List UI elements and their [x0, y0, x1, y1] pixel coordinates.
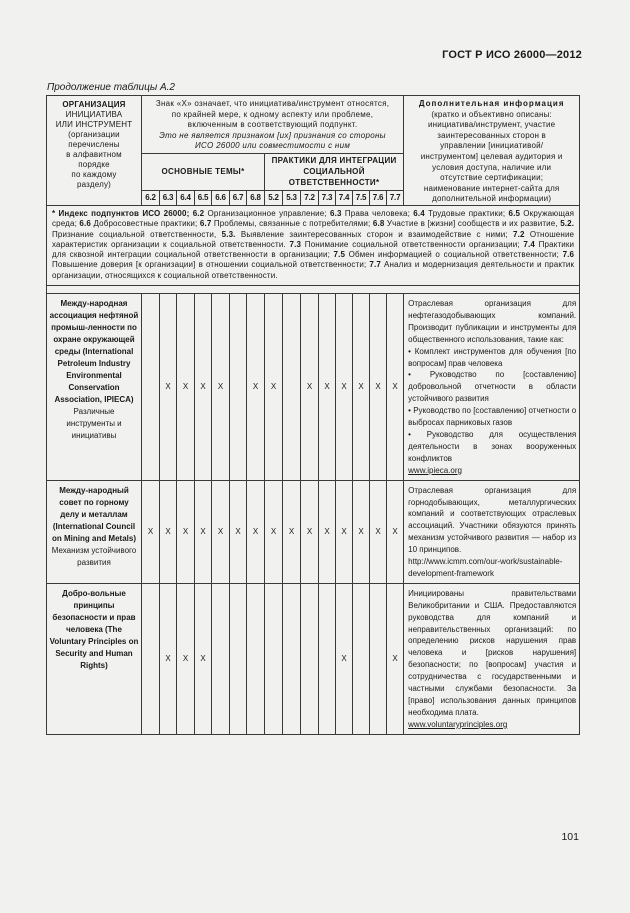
org-note-line: (организации: [68, 130, 120, 139]
sign-note-line: Знак «X» означает, что инициатива/инструмент относятся,: [155, 99, 390, 108]
mark-cell: [142, 294, 160, 481]
subclause-code: 6.2: [142, 190, 160, 205]
mark-cell: X: [283, 480, 301, 583]
org-note-line: перечислены: [68, 140, 120, 149]
organization-cell: [47, 480, 142, 583]
org-note-line: порядке: [78, 160, 110, 169]
info-intro: Инициированы правительствами Великобритании и США. Предоставляются руководства для компаний и неправительственных организаций: по определению рисков нарушения прав человека и [рисков нарушения] безопасности; по [вопросам] участия и сотрудничества с государственными и частными службами безопасности. За [право] использования данных принципов необходима плата.: [408, 588, 577, 717]
mark-cell: X: [370, 294, 387, 481]
organization-name: Между-народная ассоциация нефтяной промыш-ленности по охране окружающей среды (International Petroleum Industry Environmental Conservation Association, IPIECA): [49, 299, 139, 405]
mark-cell: X: [177, 480, 195, 583]
info-intro: Отраслевая организация для горнодобывающих, металлургических компаний и соответствующих отраслевых ассоциаций. Участники обязуются принять механизм устойчивого развития — набор из 10 принципов.: [408, 485, 577, 555]
mark-cell: X: [265, 480, 283, 583]
subclause-code: 7.6: [370, 190, 387, 205]
mark-cell: [265, 583, 283, 734]
mark-cell: [212, 583, 230, 734]
mark-cell: [283, 294, 301, 481]
mark-cell: [283, 583, 301, 734]
additional-info-line: наименование интернет-сайта для: [423, 183, 560, 193]
mark-cell: X: [353, 294, 370, 481]
additional-info-line: (кратко и объективно описаны:: [431, 109, 552, 119]
mark-cell: X: [370, 480, 387, 583]
subclause-code: 7.7: [387, 190, 404, 205]
org-column-header: [47, 96, 142, 206]
mark-cell: [301, 583, 319, 734]
mark-cell: X: [319, 294, 336, 481]
info-cell: [404, 583, 580, 734]
practices-header: ПРАКТИКИ ДЛЯ ИНТЕГРАЦИИ СОЦИАЛЬНОЙ ОТВЕТСТВЕННОСТИ*: [265, 153, 404, 190]
info-bullet: • Комплект инструментов для обучения [по вопросам] прав человека: [408, 346, 577, 368]
subclause-code: 6.7: [230, 190, 247, 205]
subclause-code: 7.2: [301, 190, 319, 205]
org-title-line: ИЛИ ИНСТРУМЕНТ: [55, 120, 133, 129]
mark-cell: X: [212, 480, 230, 583]
page-number: 101: [561, 831, 579, 843]
additional-info-line: условия доступа, наличие или: [432, 162, 552, 172]
org-title-line: ОРГАНИЗАЦИЯ: [62, 100, 126, 109]
info-cell: [404, 294, 580, 481]
additional-info-line: инструментом] целевая аудитория и: [420, 151, 563, 161]
standard-header: ГОСТ Р ИСО 26000—2012: [442, 49, 582, 61]
mark-cell: X: [336, 583, 353, 734]
mark-cell: X: [160, 294, 177, 481]
organization-cell: [47, 294, 142, 481]
additional-info-header: [404, 96, 580, 206]
table-row: [47, 294, 580, 481]
org-note-line: по каждому: [71, 170, 117, 179]
info-link[interactable]: www.voluntaryprinciples.org: [408, 719, 508, 729]
mark-cell: X: [177, 294, 195, 481]
spacer-row: [47, 286, 580, 294]
subclause-code: 7.4: [336, 190, 353, 205]
info-link[interactable]: www.ipieca.org: [408, 465, 462, 475]
sign-note-line: включенным в соответствующий подпункт.: [187, 120, 358, 129]
info-cell: [404, 480, 580, 583]
org-note-line: в алфавитном: [66, 150, 122, 159]
mark-cell: X: [230, 480, 247, 583]
mark-cell: X: [247, 480, 265, 583]
mark-cell: [370, 583, 387, 734]
mark-cell: X: [177, 583, 195, 734]
mark-cell: X: [353, 480, 370, 583]
x-sign-note: [142, 96, 404, 154]
mark-cell: X: [387, 583, 404, 734]
standards-table: [46, 95, 580, 735]
subclause-code: 7.5: [353, 190, 370, 205]
main-themes-header: ОСНОВНЫЕ ТЕМЫ*: [142, 153, 265, 190]
mark-cell: X: [160, 480, 177, 583]
organization-note: Механизм устойчивого развития: [51, 545, 137, 567]
mark-cell: X: [301, 294, 319, 481]
info-bullet: • Руководство по [составлению] добровольной отчетности в области устойчивого развития: [408, 370, 577, 404]
org-title-line: ИНИЦИАТИВА: [65, 110, 123, 119]
mark-cell: X: [387, 480, 404, 583]
mark-cell: [142, 583, 160, 734]
organization-cell: [47, 583, 142, 734]
sign-note-line: по крайней мере, к одному аспекту или проблеме,: [171, 109, 374, 119]
subclause-code: 6.6: [212, 190, 230, 205]
subclause-code: 5.2: [265, 190, 283, 205]
info-bullet: • Руководство по [составлению] отчетности о выбросах парниковых газов: [408, 406, 577, 428]
organization-note: Различные инструменты и инициативы: [66, 407, 122, 441]
mark-cell: X: [195, 480, 212, 583]
mark-cell: X: [142, 480, 160, 583]
subclause-code: 6.3: [160, 190, 177, 205]
table-row: [47, 583, 580, 734]
additional-info-line: дополнительной информации): [432, 194, 552, 204]
subclause-code: 6.8: [247, 190, 265, 205]
mark-cell: X: [160, 583, 177, 734]
org-note-line: разделу): [76, 180, 112, 189]
subclause-code: 6.5: [195, 190, 212, 205]
mark-cell: [247, 583, 265, 734]
subclause-code: 5.3: [283, 190, 301, 205]
additional-info-title: Дополнительная информация: [418, 99, 565, 108]
table-continuation-label: Продолжение таблицы А.2: [47, 82, 175, 93]
sign-note-italic-line: ИСО 26000 или совместимости с ним: [195, 141, 351, 150]
mark-cell: [230, 583, 247, 734]
legend-note: * Индекс подпунктов ИСО 26000; 6.2 Организационное управление; 6.3 Права человека; 6.4 Трудовые практики; 6.5 Окружающая среда; 6.6 Добросовестные практики; 6.7 Проблемы, связанные с потребителями; 6.8 Участие в [жизни] сообществ и их развитие, 5.2. Признание социальной ответственности, 5.3. Выявление заинтересованных сторон и взаимодействие с ними; 7.2 Отношение характеристик организации к социальной ответственности. 7.3 Понимание социальной ответственности организации; 7.4 Практики для сквозной интеграции социальной ответственности в организации; 7.5 Обмен информацией о социальной ответственности; 7.6 Повышение доверия [к организации] в отношении социальной ответственности; 7.7 Анализ и модернизация деятельности и практик организации, относящихся к социальной ответственности.: [47, 205, 580, 285]
mark-cell: X: [265, 294, 283, 481]
mark-cell: X: [212, 294, 230, 481]
mark-cell: X: [319, 480, 336, 583]
organization-name: Добро-вольные принципы безопасности и прав человека (The Voluntary Principles on Security and Human Rights): [49, 588, 139, 670]
info-link[interactable]: http://www.icmm.com/our-work/sustainable-development-framework: [408, 557, 563, 578]
subclause-code: 6.4: [177, 190, 195, 205]
subclause-code: 7.3: [319, 190, 336, 205]
info-bullet: • Руководство для осуществления деятельности в зонах вооруженных конфликтов: [408, 429, 577, 463]
mark-cell: X: [247, 294, 265, 481]
mark-cell: X: [301, 480, 319, 583]
additional-info-line: отсутствие сертификации;: [440, 173, 544, 183]
mark-cell: [230, 294, 247, 481]
mark-cell: X: [195, 294, 212, 481]
mark-cell: [353, 583, 370, 734]
additional-info-line: управлении [инициативой/: [440, 141, 544, 151]
mark-cell: [319, 583, 336, 734]
additional-info-line: инициатива/инструмент, участие: [428, 120, 556, 130]
additional-info-line: заинтересованных сторон в: [437, 130, 546, 140]
mark-cell: X: [195, 583, 212, 734]
mark-cell: X: [336, 294, 353, 481]
mark-cell: X: [387, 294, 404, 481]
info-intro: Отраслевая организация для нефтегазодобывающих компаний. Производит публикации и инструменты для общественного использования, такие как:: [408, 299, 577, 344]
table-row: [47, 480, 580, 583]
mark-cell: X: [336, 480, 353, 583]
sign-note-italic-line: Это не является признаком [их] признания со стороны: [159, 130, 386, 140]
organization-name: Между-народный совет по горному делу и металлам (International Council on Mining and Metals): [52, 485, 136, 543]
